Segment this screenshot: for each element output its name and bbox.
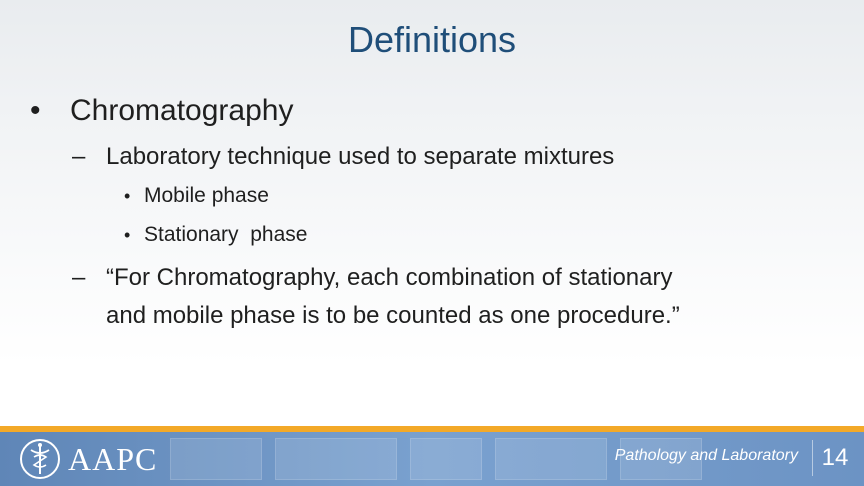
bullet-marker: • (30, 94, 41, 127)
course-name: Pathology and Laboratory (614, 447, 798, 464)
footer-tile (275, 438, 397, 480)
bullet-text: Chromatography (70, 94, 294, 127)
footer-tile (170, 438, 262, 480)
dash-marker: – (72, 264, 86, 291)
quote-line-2: and mobile phase is to be counted as one procedure.” (106, 302, 680, 329)
footer-tile (410, 438, 482, 480)
page-number: 14 (812, 440, 857, 476)
caduceus-icon (18, 437, 62, 481)
logo-text: AAPC (68, 440, 158, 477)
quote-line-1: “For Chromatography, each combination of stationary (106, 264, 673, 291)
definition-text: Laboratory technique used to separate mixtures (106, 143, 615, 170)
sub-item-text: Mobile phase (144, 184, 269, 207)
bullet-marker: • (124, 186, 131, 206)
bullet-marker: • (124, 225, 131, 245)
sub-item-text: Stationary phase (144, 223, 308, 246)
dash-marker: – (72, 143, 86, 170)
slide-title: Definitions (347, 19, 517, 60)
footer-bar (0, 426, 864, 486)
aapc-logo (18, 436, 157, 482)
